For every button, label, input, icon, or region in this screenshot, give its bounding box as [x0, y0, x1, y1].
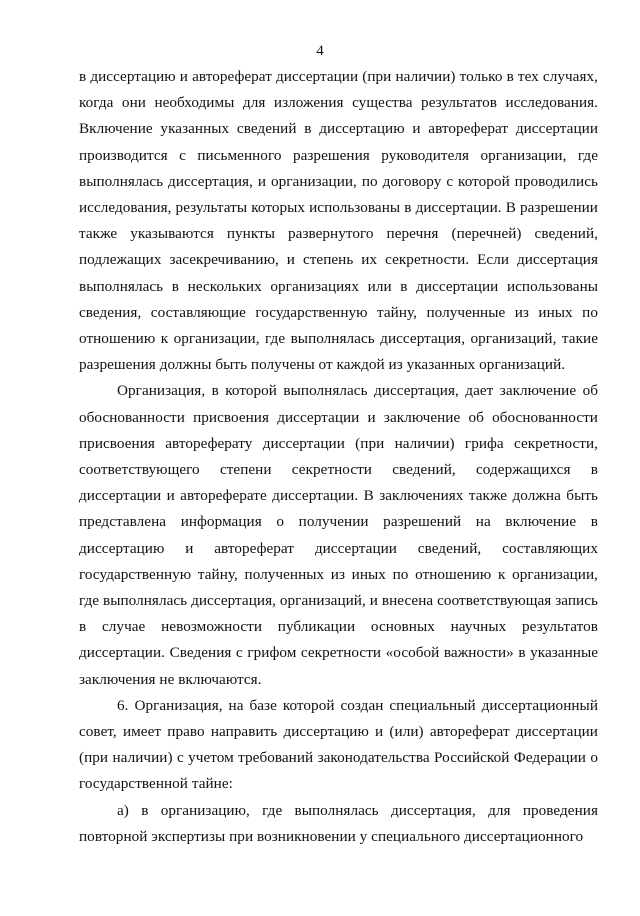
- document-body: [79, 64, 598, 850]
- paragraph-organization-conclusion: Организация, в которой выполнялась диссертация, дает заключение об обоснованности присвоения диссертации и заключение об обоснованности присвоения автореферату диссертации (при наличии) грифа секретности, соответствующего степени секретности сведений, содержащихся в диссертации и автореферате диссертации. В заключениях также должна быть представлена информация о получении разрешений на включение в диссертацию и автореферат диссертации сведений, составляющих государственную тайну, полученных из иных по отношению к организации, где выполнялась диссертация, организаций, и внесена соответствующая запись в случае невозможности публикации основных научных результатов диссертации. Сведения с грифом секретности «особой важности» в указанные заключения не включаются.: [79, 382, 598, 688]
- paragraph-subitem-a: а) в организацию, где выполнялась диссертация, для проведения повторной экспертизы при возникновении у специального диссертационного: [79, 801, 598, 845]
- page-number: 4: [316, 43, 324, 59]
- paragraph-item-6: 6. Организация, на базе которой создан специальный диссертационный совет, имеет право направить диссертацию и (или) автореферат диссертации (при наличии) с учетом требований законодательства Российской Федерации о государственной тайне:: [79, 696, 598, 793]
- paragraph-continuation: в диссертацию и автореферат диссертации (при наличии) только в тех случаях, когда они необходимы для изложения существа результатов исследования. Включение указанных сведений в диссертацию и автореферат диссертации производится с письменного разрешения руководителя организации, где выполнялась диссертация, и организации, по договору с которой проводились исследования, результаты которых использованы в диссертации. В разрешении также указываются пункты развернутого перечня (перечней) сведений, подлежащих засекречиванию, и степень их секретности. Если диссертация выполнялась в нескольких организациях или в диссертации использованы сведения, составляющие государственную тайну, полученные из иных по отношению к организации, где выполнялась диссертация, организаций, такие разрешения должны быть получены от каждой из указанных организаций.: [79, 68, 598, 374]
